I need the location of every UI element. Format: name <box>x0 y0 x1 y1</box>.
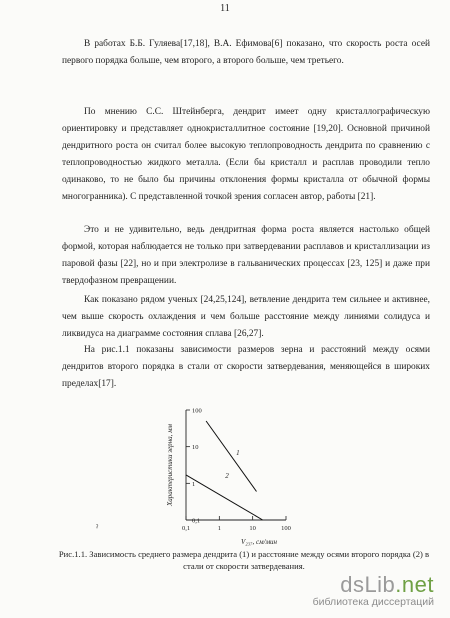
paragraph-text: На рис.1.1 показаны зависимости размеров зерна и расстояний между осями дендритов второго порядка в стали от скорости затвердевания, меняющейся в широких пределах[17]. <box>62 345 430 389</box>
y-tick-label: 1 <box>192 480 196 488</box>
paragraph-text: Как показано рядом ученых [24,25,124], ветвление дендрита тем сильнее и активнее, чем выше скорость охлаждения и чем больше расстояние между линиями солидуса и ликвидуса на диаграмме состояния сплава [26,27]. <box>62 295 430 339</box>
curve-2 <box>186 475 263 520</box>
figure-caption: Рис.1.1. Зависимость среднего размера дендрита (1) и расстояние между осями второго порядка (2) в стали от скорости затвердевания. <box>58 549 430 571</box>
paragraph-text: Это и не удивительно, ведь дендритная форма роста является настолько общей формой, которая наблюдается не только при затвердевании расплавов и кристаллизации из паровой фазы [22], но и при электролизе в гальванических процессах [23, 125] и даже при твердофазном превращении. <box>62 225 430 286</box>
y-tick-label: 100 <box>192 407 202 415</box>
paragraph-3 <box>62 222 430 290</box>
x-tick-label: 1 <box>217 525 221 532</box>
curve-label-2: 2 <box>225 471 229 480</box>
x-tick-label: 0,1 <box>181 525 191 532</box>
curve-label-1: 1 <box>236 448 240 457</box>
page-number: 11 <box>220 3 230 14</box>
paragraph-1 <box>62 36 430 70</box>
paragraph-4 <box>62 292 430 343</box>
paragraph-text: В работах Б.Б. Гуляева[17,18], В.А. Ефимова[6] показано, что скорость роста осей первого порядка больше, чем второго, а второго больше, чем третьего. <box>62 39 430 66</box>
paragraph-5 <box>62 342 430 393</box>
stray-mark: ˀ <box>96 523 99 533</box>
y-axis-label: Характеристики зерна, мм <box>166 423 174 507</box>
paragraph-2 <box>62 104 430 206</box>
paragraph-text: По мнению С.С. Штейнберга, дендрит имеет одну кристаллографическую ориентировку и представляет однокристаллитное состояние [19,20]. Основной причиной дендритного роста он считал более высокую теплопроводность дендрита по сравнению с теплопроводностью жидкого металла. (Если бы кристалл и расплав проводили тепло одинаково, то не было бы причины отклонения формы кристалла от обычной формы многогранника). С представленной точкой зрения согласен автор, работы [21]. <box>62 107 430 202</box>
watermark-subtitle: библиотека диссертаций <box>312 596 434 608</box>
watermark-logo-main: dsLib <box>340 572 396 597</box>
watermark-logo <box>244 572 434 598</box>
watermark-logo-tld: .net <box>395 572 434 597</box>
x-tick-label: 100 <box>281 525 291 532</box>
y-tick-label: 0,1 <box>192 517 201 525</box>
x-tick-label: 10 <box>249 525 256 532</box>
x-axis-label: V₂₃₇, см/мин <box>240 538 278 546</box>
y-tick-label: 10 <box>192 444 199 452</box>
curve-1 <box>206 421 256 492</box>
log-log-chart <box>164 402 304 547</box>
watermark <box>244 572 434 608</box>
figure-1-1 <box>164 402 304 547</box>
